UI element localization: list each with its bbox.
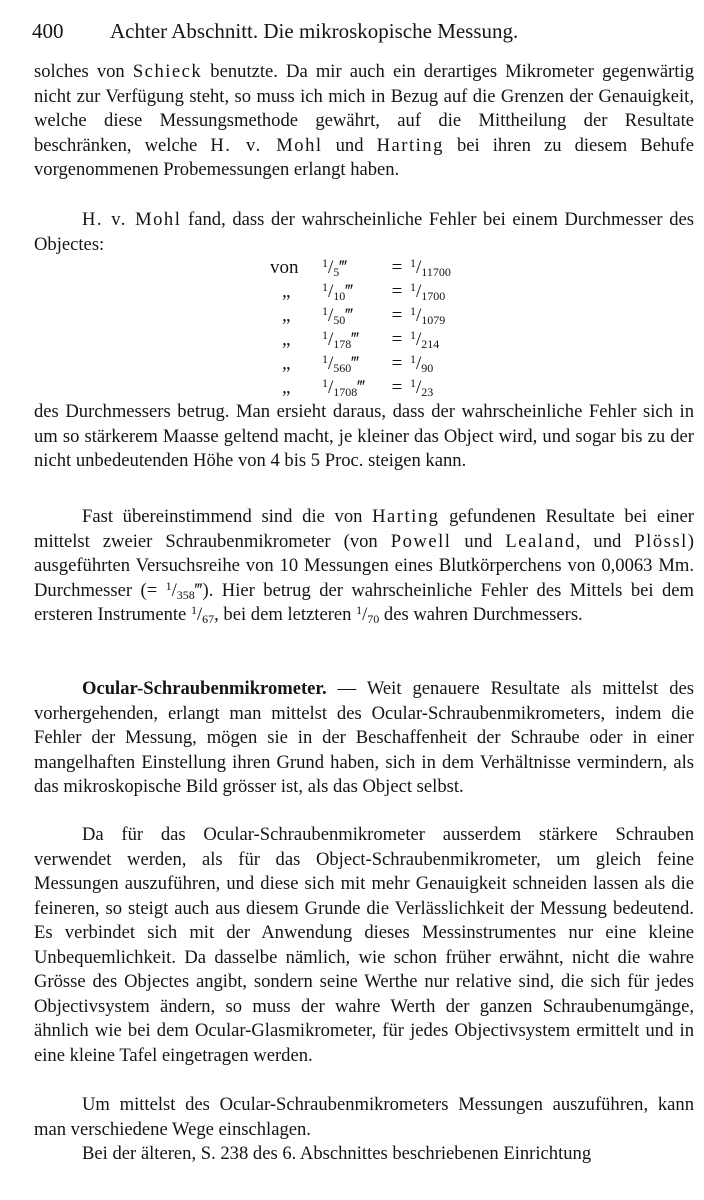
paragraph-4 [34, 505, 694, 628]
equals-sign: = [391, 305, 403, 326]
equals-sign: = [391, 353, 403, 374]
row-prefix: „ [282, 281, 291, 302]
denominator: 178 [333, 337, 352, 351]
denominator: 67 [202, 612, 215, 626]
denominator: 50 [333, 313, 346, 327]
numerator: 1 [410, 304, 416, 318]
numerator: 1 [322, 280, 328, 294]
text-run: ). Hier betrug der wahrscheinliche Fehler des Mittels bei dem ersteren Instrumente [34, 579, 694, 625]
unit: ‴ [351, 353, 360, 374]
diameter-fraction: $^1/_{560}‴$ [322, 352, 360, 375]
row-prefix: „ [282, 329, 291, 350]
diameter-fraction: $^1/_{10}‴$ [322, 280, 354, 303]
unit: ‴ [351, 329, 360, 350]
running-title: Achter Abschnitt. Die mikroskopische Messung. [110, 19, 519, 43]
fraction: $^1/_{67}$ [190, 603, 215, 626]
denominator: 5 [333, 265, 340, 279]
text-run: , und [575, 530, 635, 552]
page-number: 400 [32, 19, 64, 43]
unit: ‴ [357, 377, 366, 398]
author-name: Harting [372, 506, 440, 527]
numerator: 1 [322, 376, 328, 390]
row-prefix: von [270, 257, 299, 278]
denominator: 23 [421, 385, 434, 399]
text-run: — Weit genauere Resultate als mittelst des vorhergehenden, erlangt man mittelst des Ocular-Schraubenmikrometers, indem die Fehler der Messung, mögen sie in der Beschaffenheit der Schraube oder in einer mangelhaften Einstellung ihren Grund haben, sich in dem Verhältnisse vermindern, als das mikroskopische Bild grösser ist, als das Object selbst. [34, 678, 694, 797]
error-fraction: $^1/_{1700}$ [410, 280, 446, 303]
denominator: 1079 [421, 313, 446, 327]
text-run: fand, dass der wahrscheinliche Fehler bei einem Durchmesser des Objectes: [34, 209, 695, 255]
error-fraction: $^1/_{23}$ [410, 376, 434, 399]
author-name: H. v. Mohl [210, 134, 323, 156]
denominator: 90 [421, 361, 434, 375]
denominator: 560 [333, 361, 352, 375]
denominator: 70 [367, 612, 380, 626]
text-run: und [451, 530, 506, 552]
diameter-fraction: $^1/_{178}‴$ [322, 328, 360, 351]
text-run: und [322, 134, 377, 156]
paragraph-6: Da für das Ocular-Schraubenmikrometer ausserdem stärkere Schrauben verwendet werden, als für das Object-Schraubenmikrometer, um gleich feine Messungen auszuführen, und diese sich mit mehr Genauigkeit schneiden lassen als die feineren, so steigt auch aus diesem Grunde die Verlässlichkeit der Messung bedeutend. Es verbindet sich mit der Anwendung dieses Messinstrumentes nur eine kleine Unbequemlichkeit. Da dasselbe nämlich, wie schon früher erwähnt, nicht die wahre Grösse des Objectes angibt, sondern seine Werthe nur relative sind, die sich für jedes Objectivsystem ändern, so muss der wahre Werth der ganzen Schraubenumgänge, ähnlich wie bei dem Ocular-Glasmikrometer, für jedes Objectivsystem ermittelt und in eine kleine Tafel eingetragen werden. [34, 824, 694, 1066]
unit: ‴ [345, 305, 354, 326]
fraction: $^1/_{70}$ [356, 603, 380, 626]
author-name: H. v. Mohl [82, 209, 182, 230]
unit: ‴ [339, 257, 348, 278]
numerator: 1 [322, 328, 328, 342]
text-run: ) ausgeführten Versuchsreihe von 10 Messungen eines Blutkörperchens von 0,0063 Mm. Durchmesser (= [34, 530, 694, 601]
fraction: $^1/_{358}‴$ [165, 578, 203, 602]
numerator: 1 [410, 256, 416, 270]
fraction-row [270, 328, 500, 352]
author-name: Lealand [505, 530, 576, 552]
equals-sign: = [391, 257, 403, 278]
numerator: 1 [165, 578, 172, 593]
row-prefix: „ [282, 353, 291, 374]
fraction-row [270, 256, 500, 280]
denominator: 10 [333, 289, 346, 303]
text-run: gefundenen Resultate bei einer mittelst zweier Schraubenmikrometer (von [34, 506, 694, 552]
paragraph-2 [34, 208, 694, 257]
denominator: 358 [176, 587, 195, 602]
paragraph-5 [34, 677, 694, 800]
row-prefix: „ [282, 305, 291, 326]
text-run: solches von [34, 61, 133, 82]
numerator: 1 [356, 603, 363, 617]
error-fraction: $^1/_{1079}$ [410, 304, 446, 327]
numerator: 1 [410, 352, 416, 366]
paragraph-8: Bei der älteren, S. 238 des 6. Abschnittes beschriebenen Einrichtung [82, 1143, 592, 1164]
paragraph-3: des Durchmessers betrug. Man ersieht daraus, dass der wahrscheinliche Fehler sich in um so stärkerem Maasse geltend macht, je kleiner das Object wird, und sogar bis zu der nicht unbedeutenden Höhe von 4 bis 5 Proc. steigen kann. [34, 401, 694, 471]
paragraph-1 [34, 60, 694, 183]
equals-sign: = [391, 281, 403, 302]
denominator: 1700 [421, 289, 446, 303]
error-fraction: $^1/_{11700}$ [410, 256, 451, 279]
error-fraction: $^1/_{214}$ [410, 328, 440, 351]
numerator: 1 [410, 328, 416, 342]
diameter-fraction: $^1/_{50}‴$ [322, 304, 354, 327]
author-name: Schieck [132, 61, 203, 82]
numerator: 1 [322, 352, 328, 366]
denominator: 11700 [421, 265, 451, 279]
section-heading: Ocular-Schraubenmikrometer. [82, 678, 327, 699]
diameter-fraction: $^1/_5‴$ [322, 256, 348, 279]
denominator: 1708 [333, 385, 358, 399]
text-run: des wahren Durchmessers. [379, 604, 583, 625]
equals-sign: = [391, 377, 403, 398]
author-name: Harting [376, 134, 444, 156]
fraction-row [270, 304, 500, 328]
equals-sign: = [391, 329, 403, 350]
text-run: Fast übereinstimmend sind die von [82, 506, 373, 527]
row-prefix: „ [282, 377, 291, 398]
author-name: Plössl [634, 530, 688, 552]
numerator: 1 [190, 603, 197, 617]
running-header [32, 18, 672, 44]
numerator: 1 [322, 256, 328, 270]
numerator: 1 [322, 304, 328, 318]
unit: ‴ [345, 281, 354, 302]
diameter-fraction: $^1/_{1708}‴$ [322, 376, 366, 399]
fraction-row [270, 352, 500, 376]
paragraph-7: Um mittelst des Ocular-Schraubenmikrometers Messungen auszuführen, kann man verschiedene Wege einschlagen. [34, 1094, 694, 1140]
fraction-row [270, 280, 500, 304]
numerator: 1 [410, 376, 416, 390]
numerator: 1 [410, 280, 416, 294]
unit: ‴ [194, 579, 203, 601]
error-fraction: $^1/_{90}$ [410, 352, 434, 375]
author-name: Powell [390, 530, 452, 552]
text-run: benutzte. Da mir auch ein derartiges Mikrometer gegenwärtig nicht zur Verfügung steht, so muss ich mich in Bezug auf die Grenzen der Genauigkeit, welche diese Messungsmethode gewährt, auf die Mittheilung der Resultate beschränken, welche [34, 61, 694, 156]
denominator: 214 [421, 337, 440, 351]
fraction-row [270, 376, 500, 400]
text-run: bei ihren zu diesem Behufe vorgenommenen Probemessungen erlangt haben. [34, 134, 695, 180]
fraction-table [270, 256, 500, 400]
text-run: , bei dem letzteren [214, 604, 357, 625]
